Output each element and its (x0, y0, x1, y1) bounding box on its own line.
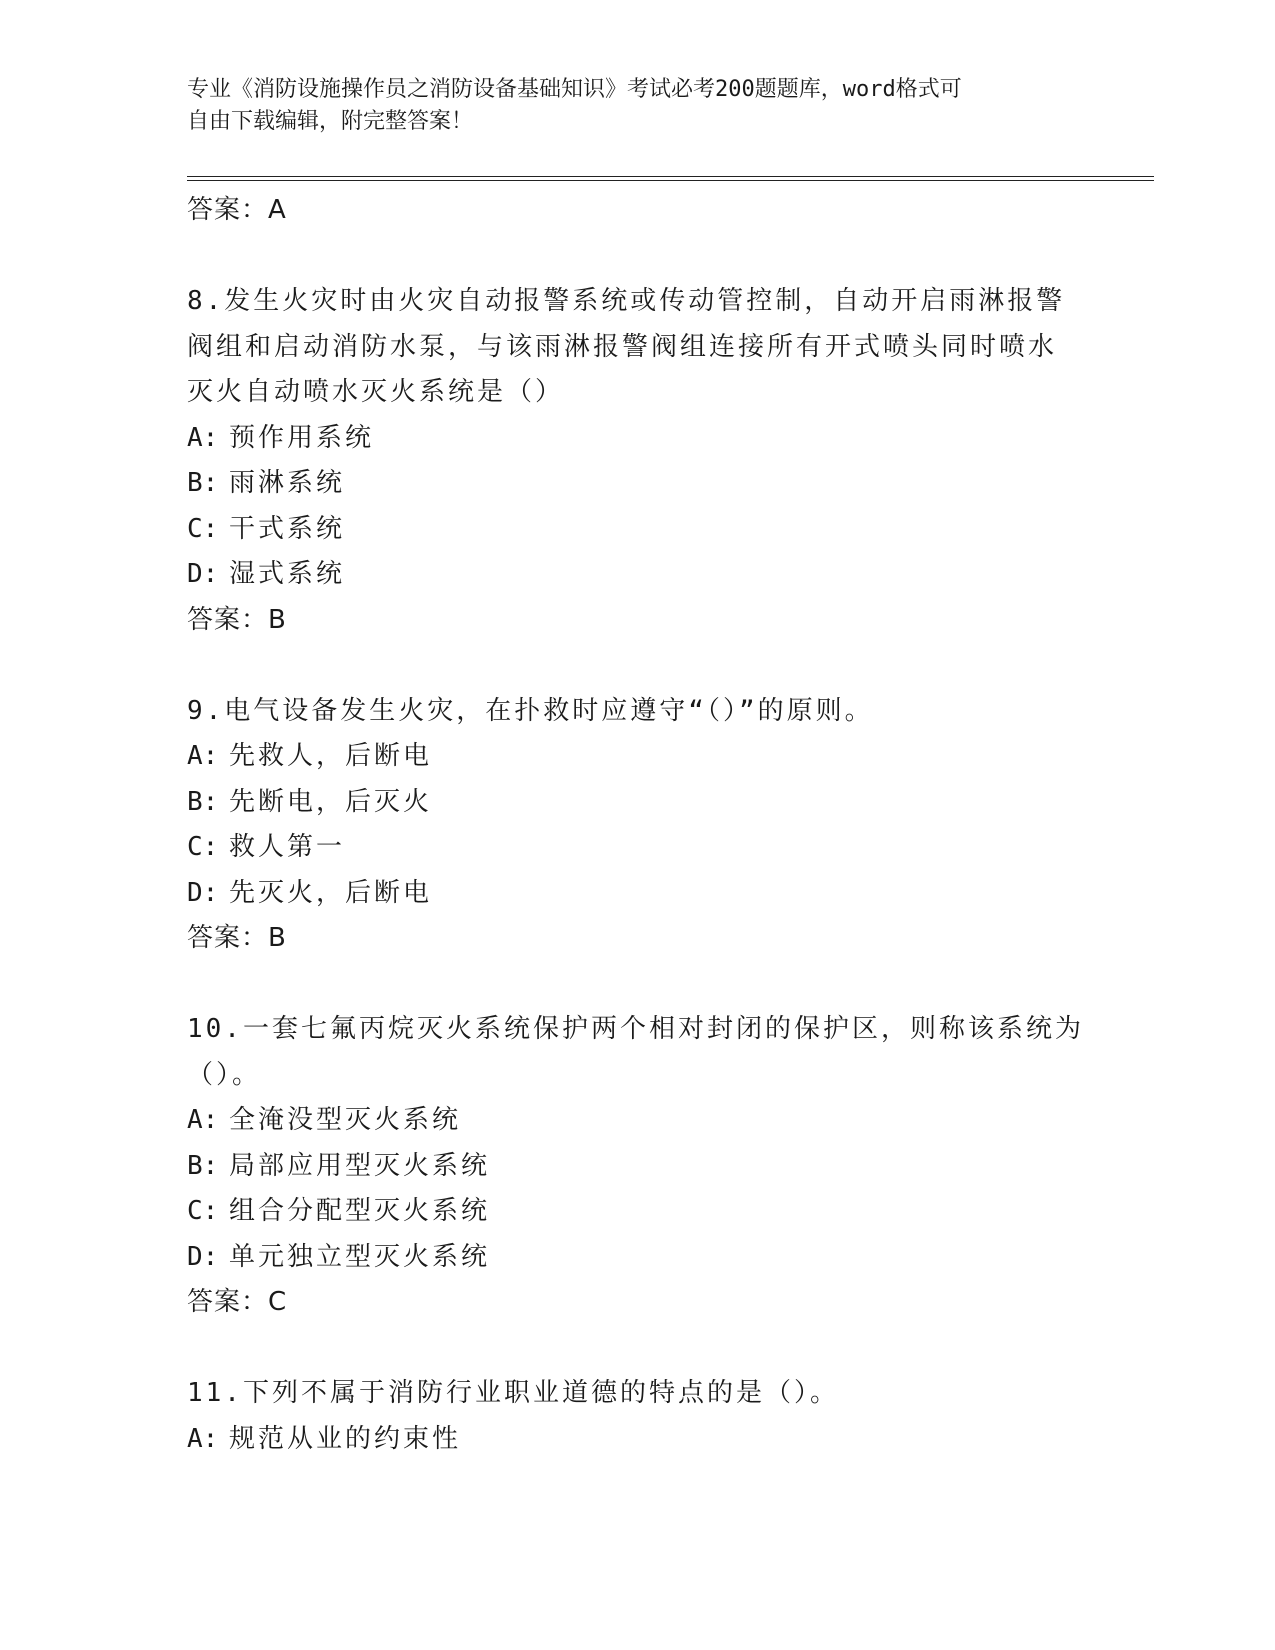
header-line-2: 自由下载编辑，附完整答案！ (187, 109, 474, 134)
option-c (187, 507, 1087, 553)
question-stem-line: 灭火自动喷水灭火系统是（） (187, 377, 565, 407)
option-c (187, 1189, 1087, 1235)
option-d (187, 871, 1087, 917)
question-10 (187, 1007, 1087, 1326)
option-b (187, 461, 1087, 507)
option-d (187, 552, 1087, 598)
option-key: C: (187, 513, 219, 544)
option-key: B: (187, 1150, 219, 1181)
option-key: A: (187, 1423, 219, 1454)
option-text: 先救人，后断电 (229, 741, 433, 771)
option-text: 局部应用型灭火系统 (229, 1150, 491, 1181)
option-key: D: (187, 1241, 219, 1272)
option-a (187, 1098, 1087, 1144)
option-key: C: (187, 832, 219, 862)
question-11 (187, 1371, 1087, 1462)
option-a (187, 416, 1087, 462)
header-line-1: 专业《消防设施操作员之消防设备基础知识》考试必考200题题库，word格式可 (187, 77, 962, 102)
option-text: 预作用系统 (229, 422, 375, 453)
answer-line: 答案：C (187, 1287, 288, 1317)
spacer (187, 962, 1087, 1008)
option-key: D: (187, 559, 219, 589)
option-text: 单元独立型灭火系统 (229, 1241, 491, 1272)
option-text: 先灭火，后断电 (229, 877, 433, 908)
option-c (187, 825, 1087, 871)
question-stem-line: 8.发生火灾时由火灾自动报警系统或传动管控制，自动开启雨淋报警 (187, 286, 1066, 316)
option-a (187, 1417, 1087, 1463)
question-stem-line: 11.下列不属于消防行业职业道德的特点的是（）。 (187, 1378, 839, 1408)
header-divider (187, 176, 1154, 181)
question-8 (187, 279, 1087, 643)
option-text: 组合分配型灭火系统 (229, 1196, 491, 1226)
spacer (187, 1326, 1087, 1372)
option-key: A: (187, 741, 219, 771)
answer-line: 答案：B (187, 923, 287, 953)
option-b (187, 780, 1087, 826)
option-text: 湿式系统 (229, 559, 346, 589)
option-key: C: (187, 1196, 219, 1226)
answer-line: 答案：B (187, 604, 287, 635)
option-text: 救人第一 (229, 832, 346, 862)
option-text: 雨淋系统 (229, 468, 346, 498)
previous-answer: 答案：A (187, 195, 287, 225)
spacer (187, 234, 1087, 280)
question-stem-line: （）。 (187, 1059, 262, 1090)
question-stem-line: 10.一套七氟丙烷灭火系统保护两个相对封闭的保护区，则称该系统为 (187, 1014, 1084, 1044)
question-stem-line: 阀组和启动消防水泵，与该雨淋报警阀组连接所有开式喷头同时喷水 (187, 331, 1058, 362)
option-b (187, 1144, 1087, 1190)
spacer (187, 643, 1087, 689)
option-key: A: (187, 1105, 219, 1135)
option-a (187, 734, 1087, 780)
question-9 (187, 689, 1087, 962)
question-content (187, 188, 1087, 1462)
question-stem-line: 9.电气设备发生火灾，在扑救时应遵守“（）”的原则。 (187, 695, 874, 726)
option-key: B: (187, 468, 219, 498)
option-d (187, 1235, 1087, 1281)
option-key: B: (187, 786, 219, 817)
option-text: 全淹没型灭火系统 (229, 1105, 462, 1135)
option-key: A: (187, 422, 219, 453)
option-text: 干式系统 (229, 513, 346, 544)
option-key: D: (187, 877, 219, 908)
option-text: 规范从业的约束性 (229, 1423, 462, 1454)
page-header (187, 74, 1067, 138)
option-text: 先断电，后灭火 (229, 786, 433, 817)
